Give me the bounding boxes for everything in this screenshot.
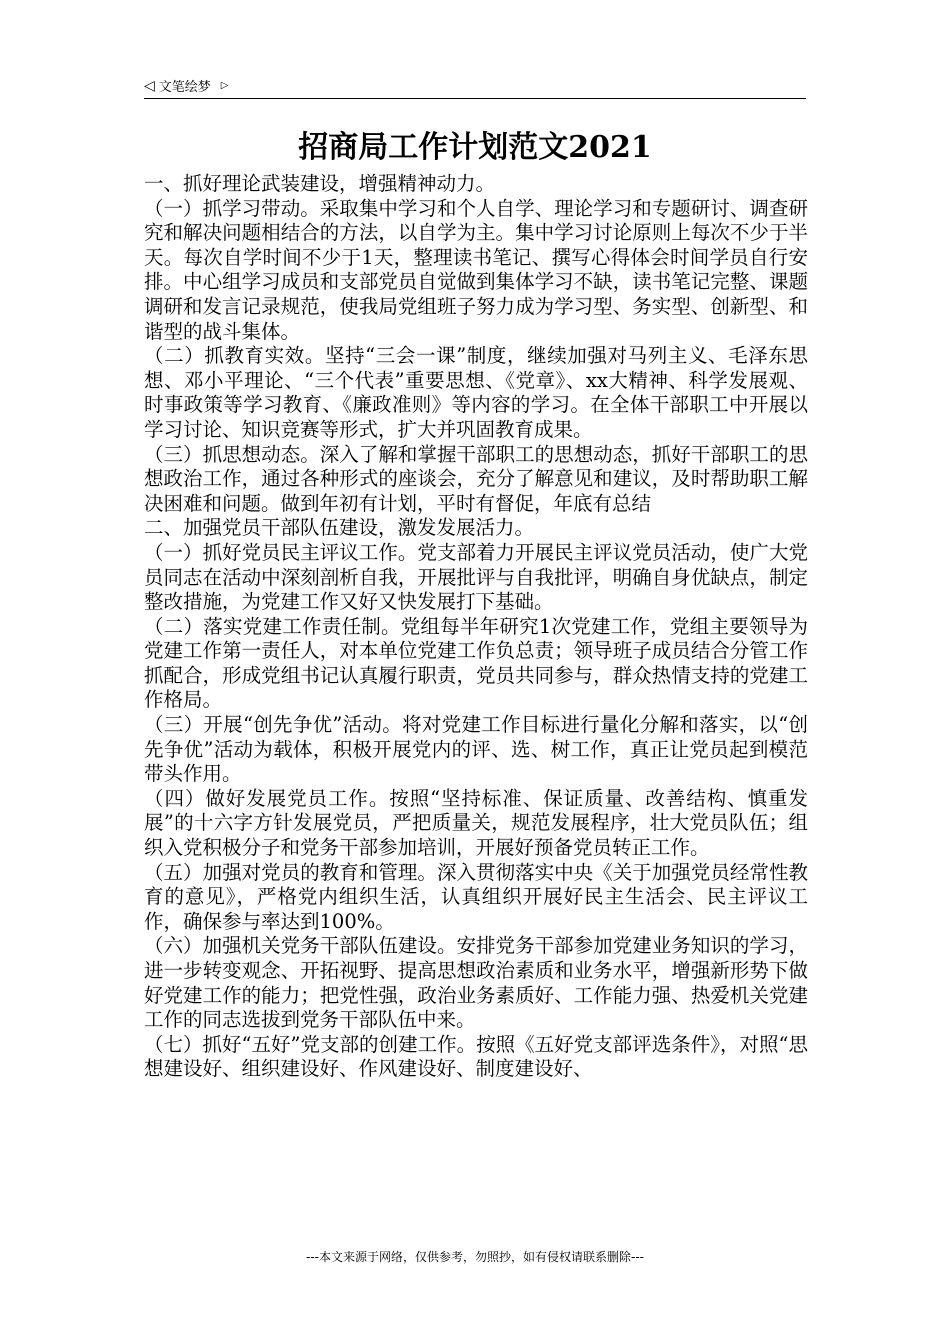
triangle-left-icon: ◁ — [144, 77, 155, 94]
paragraph: （二）抓教育实效。坚持“三会一课”制度，继续加强对马列主义、毛泽东思想、邓小平理论、“三个代表”重要思想、《党章》、xx大精神、科学发展观、时事政策等学习教育、《廉政准则》等内容的学习。在全体干部职工中开展以学习讨论、知识竞赛等形式，扩大并巩固教育成果。 — [144, 344, 808, 441]
document-title: 招商局工作计划范文2021 — [298, 130, 652, 165]
page-footer: ---本文来源于网络，仅供参考，勿照抄，如有侵权请联系删除--- — [306, 1250, 644, 1264]
paragraph: （三）抓思想动态。深入了解和掌握干部职工的思想动态，抓好干部职工的思想政治工作，通过各种形式的座谈会，充分了解意见和建议，及时帮助职工解决困难和问题。做到年初有计划，平时有督促，年底有总结 — [144, 442, 808, 515]
brand-text: 文笔绘梦 — [158, 80, 211, 95]
paragraph: （二）落实党建工作责任制。党组每半年研究1次党建工作，党组主要领导为党建工作第一责任人，对本单位党建工作负总责；领导班子成员结合分管工作抓配合，形成党组书记认真履行职责，党员共同参与，群众热情支持的党建工作格局。 — [144, 614, 808, 712]
paragraph: （五）加强对党员的教育和管理。深入贯彻落实中央《关于加强党员经常性教育的意见》，严格党内组织生活，认真组织开展好民主生活会、民主评议工作，确保参与率达到100%。 — [144, 860, 808, 933]
header-brand — [144, 76, 229, 95]
page-header — [144, 72, 806, 99]
paragraph: （六）加强机关党务干部队伍建设。安排党务干部参加党建业务知识的学习，进一步转变观念、开拓视野、提高思想政治素质和业务水平，增强新形势下做好党建工作的能力；把党性强，政治业务素质好、工作能力强、热爱机关党建工作的同志选拔到党务干部队伍中来。 — [144, 934, 808, 1032]
triangle-right-icon: ▷ — [220, 79, 229, 91]
document-body — [144, 172, 808, 1082]
paragraph: （三）开展“创先争优”活动。将对党建工作目标进行量化分解和落实，以“创先争优”活动为载体，积极开展党内的评、选、树工作，真正让党员起到模范带头作用。 — [144, 713, 808, 786]
paragraph: （七）抓好“五好”党支部的创建工作。按照《五好党支部评选条件》，对照“思想建设好、组织建设好、作风建设好、制度建设好、 — [144, 1032, 808, 1081]
paragraph: （四）做好发展党员工作。按照“坚持标准、保证质量、改善结构、慎重发展”的十六字方针发展党员，严把质量关，规范发展程序，壮大党员队伍；组织入党积极分子和党务干部参加培训，开展好预备党员转正工作。 — [144, 786, 808, 860]
paragraph: 二、加强党员干部队伍建设，激发发展活力。 — [144, 516, 535, 540]
paragraph: （一）抓好党员民主评议工作。党支部着力开展民主评议党员活动，使广大党员同志在活动中深刻剖析自我，开展批评与自我批评，明确自身优缺点，制定整改措施，为党建工作又好又快发展打下基础。 — [144, 540, 808, 614]
paragraph: 一、抓好理论武装建设，增强精神动力。 — [144, 172, 496, 195]
paragraph: （一）抓学习带动。采取集中学习和个人自学、理论学习和专题研讨、调查研究和解决问题相结合的方法，以自学为主。集中学习讨论原则上每次不少于半天。每次自学时间不少于1天，整理读书笔记、撰写心得体会时间学员自行安排。中心组学习成员和支部党员自觉做到集体学习不缺，读书笔记完整、课题调研和发言记录规范，使我局党组班子努力成为学习型、务实型、创新型、和谐型的战斗集体。 — [144, 196, 808, 343]
